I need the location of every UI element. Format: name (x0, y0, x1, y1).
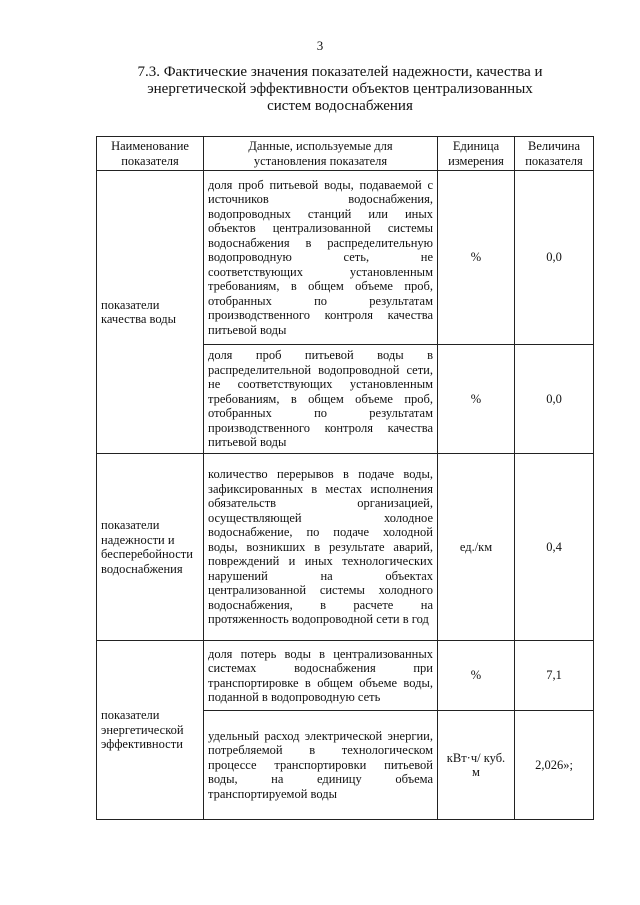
row-value-cell: 7,1 (515, 641, 594, 711)
row-value-cell: 0,4 (515, 454, 594, 641)
header-name (97, 137, 204, 171)
group-energy (97, 641, 204, 820)
heading-line: систем водоснабжения (267, 98, 413, 114)
row-value-cell: 2,026»; (515, 711, 594, 820)
row-data-cell: доля проб питьевой воды, подаваемой с источников водоснабжения, водопроводных станций или иных объектов централизованной системы водоснабжения в распределительную водопроводную сеть, не соответствующих установленным требованиям, в общем объеме проб, отобранных по результатам производственного контроля качества питьевой воды (204, 171, 438, 345)
table-row (97, 641, 594, 711)
header-data (204, 137, 438, 171)
header-unit (438, 137, 515, 171)
row-value-cell: 0,0 (515, 345, 594, 454)
row-unit-cell: кВт·ч/ куб. м (438, 711, 515, 820)
group-text: эффективности (101, 737, 183, 752)
group-text: показатели (101, 297, 160, 312)
group-text: водоснабжения (101, 561, 183, 576)
group-text: энергетической (101, 722, 184, 737)
row-unit-cell: % (438, 345, 515, 454)
header-text: Величина (527, 139, 581, 153)
row-data-cell: доля проб питьевой воды в распределительной водопроводной сети, не соответствующих установленным требованиям, в общем объеме проб, отобранных по результатам производственного контроля качества питьевой воды (204, 345, 438, 454)
header-text: установления показателя (253, 153, 388, 168)
header-text: Единица (452, 139, 500, 153)
table-header-row (97, 137, 594, 171)
header-text: измерения (448, 153, 504, 168)
row-unit-cell: % (438, 171, 515, 345)
row-unit-cell: % (438, 641, 515, 711)
header-text: Наименование (111, 139, 189, 153)
row-data-cell: удельный расход электрической энергии, потребляемой в технологическом процессе транспортировки питьевой воды, на единицу объема транспортируемой воды (204, 711, 438, 820)
section-heading (100, 64, 580, 115)
group-quality (97, 171, 204, 454)
header-text: показателя (525, 153, 583, 168)
group-text: бесперебойности (101, 547, 193, 561)
row-unit-cell: ед./км (438, 454, 515, 641)
table-row (97, 454, 594, 641)
header-value (515, 137, 594, 171)
group-text: надежности и (101, 532, 175, 547)
table-row (97, 171, 594, 345)
group-text: качества воды (101, 312, 176, 326)
heading-line: 7.3. Фактические значения показателей надежности, качества и (137, 64, 543, 80)
group-text: показатели (101, 518, 160, 532)
group-reliability (97, 454, 204, 641)
row-value-cell: 0,0 (515, 171, 594, 345)
group-text: показатели (101, 708, 160, 723)
heading-line: энергетической эффективности объектов централизованных (147, 81, 533, 97)
indicators-table (96, 136, 594, 820)
header-text: Данные, используемые для (248, 139, 393, 153)
row-data-cell: количество перерывов в подаче воды, зафиксированных в местах исполнения обязательств организацией, осуществляющей холодное водоснабжение, по подаче холодной воды, возникших в результате аварий, повреждений и иных технологических нарушений на объектах централизованной системы холодного водоснабжения, в расчете на протяженность водопроводной сети в год (204, 454, 438, 641)
page-number: 3 (316, 38, 324, 53)
row-data-cell: доля потерь воды в централизованных системах водоснабжения при транспортировке в общем объеме воды, поданной в водопроводную сеть (204, 641, 438, 711)
header-text: показателя (121, 153, 179, 168)
